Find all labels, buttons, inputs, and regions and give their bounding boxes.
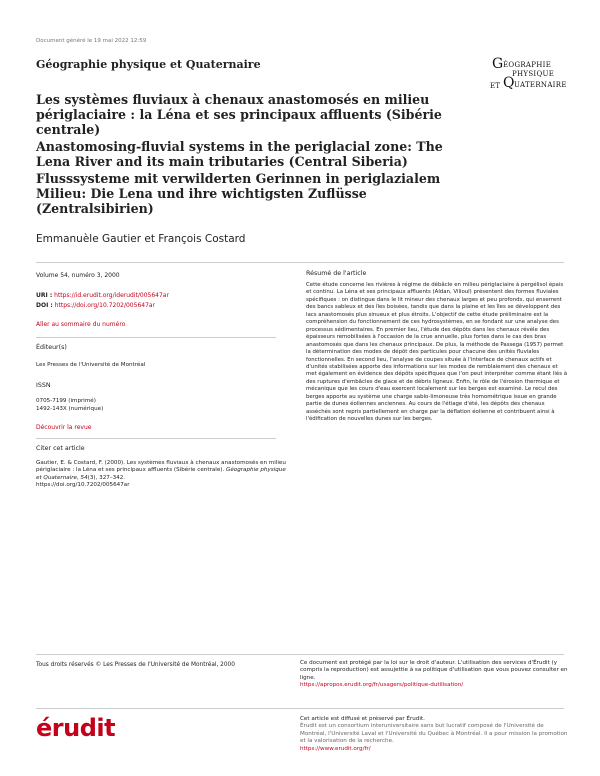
volume: Volume 54, numéro 3, 2000 bbox=[36, 272, 120, 279]
uri-label: URI : bbox=[36, 292, 53, 299]
doi-row bbox=[36, 302, 155, 309]
title-en: Anastomosing-fluvial systems in the periglacial zone: The Lena River and its main tributaries (Central Siberia) bbox=[36, 139, 443, 169]
authors: Emmanuèle Gautier et François Costard bbox=[36, 233, 246, 245]
cite-pages: (3), 327–342. bbox=[87, 474, 126, 481]
summary-link[interactable]: Aller au sommaire du numéro bbox=[36, 321, 126, 328]
uri-row bbox=[36, 292, 169, 299]
erudit-info bbox=[300, 716, 568, 753]
logo-initial-q: Q bbox=[503, 75, 515, 91]
doi-label: DOI : bbox=[36, 302, 53, 309]
diffusion-text: Cet article est diffusé et préservé par Érudit. bbox=[300, 716, 425, 722]
logo-initial-g: G bbox=[492, 56, 504, 72]
editor-value: Les Presses de l'Université de Montréal bbox=[36, 362, 146, 368]
divider-bottom bbox=[36, 654, 564, 655]
divider-top bbox=[36, 262, 564, 263]
title-de: Flusssysteme mit verwilderten Gerinnen in periglazialem Milieu: Die Lena und ihre wichtigsten Zuflüsse (Zentralsibirien) bbox=[36, 171, 441, 216]
abstract-text: Cette étude concerne les rivières à régime de débâcle en milieu périglaciaire à pergélisol épais et continu. La Léna et ses principaux affluents (Aldan, Viliouï) présentent des formes fluviales spécifiques : on distingue dans le lit mineur des chenaux larges et peu profonds, qui enserrent des bancs sableux et des îles boisées, tandis que dans la plaine et les îles se développent des lacs anastomosés plus sinueux et plus étroits. L'objectif de cette étude préliminaire est la compréhension du fonctionnement de ces hydrosystèmes, en se fondant sur une analyse des processus sédimentaires. En premier lieu, l'étude des dépôts dans les chenaux révèle des épaisseurs remobilisées à l'occasion de la crue annuelle, plus fortes dans le cas des bras anastomosés que dans les chenaux principaux. De plus, la méthode de Passega (1957) permet la détermination des modes de dépôt des particules pour chacune des unités fluviales fonctionnelles. En second lieu, l'analyse de coupes située à l'interface de chenaux actifs et d'unités stabilisées apporte des informations sur les modes de remblaiement des chenaux et met également en évidence des dépôts spécifiques que l'on peut interpréter comme étant liés à des ruptures d'embâcles de glace et de débris ligneux. Enfin, le rôle de l'érosion thermique et mécanique que les cours d'eau exercent localement sur les berges est examiné. Le recul des berges apporte au système une charge sablo-limoneuse très homométrique issue en grande partie de dunes éoliennes anciennes. Au cours de l'étiage d'été, les dépôts des chenaux asséchés sont repris partiellement en charge par la déflation éolienne et contribuent ainsi à l'édification de nouvelles dunes sur les berges. bbox=[306, 282, 568, 423]
issn-label: ISSN bbox=[36, 382, 51, 389]
title-fr: Les systèmes fluviaux à chenaux anastomosés en milieu périglaciaire : la Léna et ses principaux affluents (Sibérie centrale) bbox=[36, 92, 442, 137]
article-titles bbox=[36, 92, 476, 218]
cite-label: Citer cet article bbox=[36, 445, 85, 452]
abstract-label: Résumé de l'article bbox=[306, 270, 367, 277]
rights-text: Ce document est protégé par la loi sur le droit d'auteur. L'utilisation des services d'Érudit (y compris la reproduction) est assujettie à sa politique d'utilisation que vous pouvez consulter en ligne. bbox=[300, 660, 568, 681]
logo-line-2: PHYSIQUE bbox=[512, 70, 555, 78]
uri-link[interactable]: https://id.erudit.org/iderudit/005647ar bbox=[54, 292, 169, 299]
journal-title: Géographie physique et Quaternaire bbox=[36, 58, 261, 71]
divider-footer bbox=[36, 708, 564, 709]
citation bbox=[36, 460, 286, 490]
discover-link[interactable]: Découvrir la revue bbox=[36, 424, 92, 431]
rights-right bbox=[300, 660, 568, 689]
logo-line-4: UATERNAIRE bbox=[514, 81, 567, 89]
divider-left-2 bbox=[36, 438, 276, 439]
issn-digital: 1492-143X (numérique) bbox=[36, 406, 104, 412]
cite-journal: Géographie physique et Quaternaire, 54 bbox=[36, 467, 286, 481]
rights-left: Tous droits réservés © Les Presses de l'Université de Montréal, 2000 bbox=[36, 662, 235, 668]
erudit-logo: érudit bbox=[36, 714, 116, 742]
policy-link[interactable]: https://apropos.erudit.org/fr/usagers/politique-dutilisation/ bbox=[300, 681, 464, 688]
divider-left-1 bbox=[36, 337, 276, 338]
issn-print: 0705-7199 (imprimé) bbox=[36, 398, 96, 404]
generated-date: Document généré le 19 mai 2022 12:59 bbox=[36, 38, 147, 44]
cite-doi[interactable]: https://doi.org/10.7202/005647ar bbox=[36, 482, 130, 489]
erudit-url[interactable]: https://www.erudit.org/fr/ bbox=[300, 745, 371, 752]
consortium-text: Érudit est un consortium interuniversitaire sans but lucratif composé de l'Université de Montréal, l'Université Laval et l'Université du Québec à Montréal. Il a pour mission la promotion et la valorisation de la recherche. bbox=[300, 723, 568, 745]
logo-line-3: ET bbox=[490, 82, 501, 90]
editor-label: Éditeur(s) bbox=[36, 344, 67, 351]
journal-logo bbox=[490, 56, 570, 106]
cite-text: Gautier, E. & Costard, F. (2000). Les systèmes fluviaux à chenaux anastomosés en milieu périglaciaire : la Léna et ses principaux affluents (Sibérie centrale). bbox=[36, 460, 286, 474]
doi-link[interactable]: https://doi.org/10.7202/005647ar bbox=[54, 302, 156, 309]
logo-line-1: ÉOGRAPHIE bbox=[503, 61, 552, 69]
